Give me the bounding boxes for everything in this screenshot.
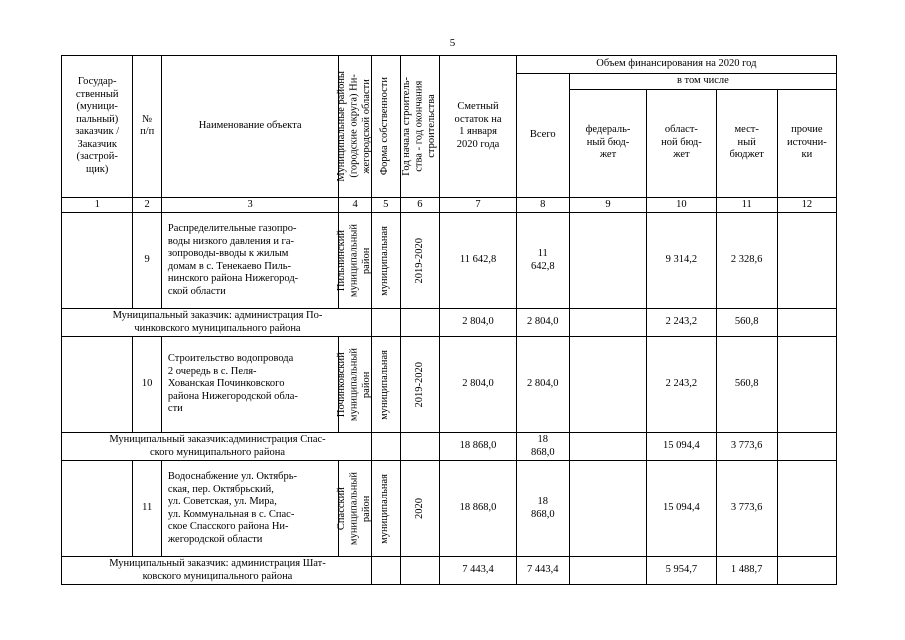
other-value xyxy=(777,461,836,557)
federal-value xyxy=(569,433,646,461)
col-number: 3 xyxy=(161,197,338,213)
header-ownership: Форма собственности xyxy=(371,56,400,198)
object-index: 9 xyxy=(133,213,162,309)
financing-table xyxy=(61,55,837,585)
object-district: Починковский муниципальный район xyxy=(339,337,372,433)
other-value xyxy=(777,433,836,461)
col-number: 8 xyxy=(516,197,569,213)
col-number: 12 xyxy=(777,197,836,213)
regional-value: 15 094,4 xyxy=(647,461,716,557)
object-years: 2019-2020 xyxy=(400,337,440,433)
header-years: Год начала строитель- ства - год окончания строительства xyxy=(400,56,440,198)
federal-value xyxy=(569,461,646,557)
total-value: 18 868,0 xyxy=(516,461,569,557)
object-row xyxy=(62,337,837,433)
customer-cell xyxy=(62,461,133,557)
local-value: 560,8 xyxy=(716,337,777,433)
total-value: 2 804,0 xyxy=(516,309,569,337)
header-local: мест- ный бюджет xyxy=(716,89,777,197)
estimate-value: 18 868,0 xyxy=(440,433,516,461)
object-ownership: муниципальная xyxy=(371,213,400,309)
column-number-row xyxy=(62,197,837,213)
regional-value: 9 314,2 xyxy=(647,213,716,309)
estimate-value: 2 804,0 xyxy=(440,309,516,337)
customer-row xyxy=(62,309,837,337)
col-number: 6 xyxy=(400,197,440,213)
other-value xyxy=(777,337,836,433)
object-ownership: муниципальная xyxy=(371,461,400,557)
object-years: 2020 xyxy=(400,461,440,557)
header-district: Муниципальные районы (городские округа) Ни- жегородской области xyxy=(339,56,372,198)
customer-label: Муниципальный заказчик: администрация По- чинковского муниципального района xyxy=(62,309,372,337)
col-number: 11 xyxy=(716,197,777,213)
federal-value xyxy=(569,337,646,433)
total-value: 11 642,8 xyxy=(516,213,569,309)
header-object-name: Наименование объекта xyxy=(161,56,338,198)
object-name: Строительство водопровода 2 очередь в с. Пеля- Хованская Починковского района Нижегородской обла- сти xyxy=(161,337,338,433)
customer-cell xyxy=(62,213,133,309)
regional-value: 15 094,4 xyxy=(647,433,716,461)
estimate-value: 11 642,8 xyxy=(440,213,516,309)
other-value xyxy=(777,309,836,337)
customer-years xyxy=(400,557,440,585)
object-row xyxy=(62,461,837,557)
regional-value: 2 243,2 xyxy=(647,309,716,337)
col-number: 1 xyxy=(62,197,133,213)
object-years: 2019-2020 xyxy=(400,213,440,309)
other-value xyxy=(777,213,836,309)
local-value: 560,8 xyxy=(716,309,777,337)
estimate-value: 2 804,0 xyxy=(440,337,516,433)
header-federal: федераль- ный бюд- жет xyxy=(569,89,646,197)
customer-years xyxy=(400,309,440,337)
col-number: 9 xyxy=(569,197,646,213)
customer-years xyxy=(400,433,440,461)
regional-value: 5 954,7 xyxy=(647,557,716,585)
customer-ownership xyxy=(371,433,400,461)
customer-row xyxy=(62,557,837,585)
object-district: Пильнинский муниципальный район xyxy=(339,213,372,309)
customer-label: Муниципальный заказчик:администрация Спас- ского муниципального района xyxy=(62,433,372,461)
federal-value xyxy=(569,213,646,309)
col-number: 2 xyxy=(133,197,162,213)
object-ownership: муниципальная xyxy=(371,337,400,433)
other-value xyxy=(777,557,836,585)
customer-label: Муниципальный заказчик: администрация Шат- ковского муниципального района xyxy=(62,557,372,585)
regional-value: 2 243,2 xyxy=(647,337,716,433)
local-value: 3 773,6 xyxy=(716,461,777,557)
header-total: Всего xyxy=(516,74,569,198)
header-index: № п/п xyxy=(133,56,162,198)
header-customer: Государ- ственный (муници- пальный) заказчик / Заказчик (застрой- щик) xyxy=(62,56,133,198)
federal-value xyxy=(569,557,646,585)
object-district: Спасский муниципальный район xyxy=(339,461,372,557)
header-estimate: Сметный остаток на 1 января 2020 года xyxy=(440,56,516,198)
col-number: 10 xyxy=(647,197,716,213)
estimate-value: 18 868,0 xyxy=(440,461,516,557)
total-value: 2 804,0 xyxy=(516,337,569,433)
col-number: 7 xyxy=(440,197,516,213)
customer-ownership xyxy=(371,309,400,337)
local-value: 1 488,7 xyxy=(716,557,777,585)
total-value: 18 868,0 xyxy=(516,433,569,461)
local-value: 2 328,6 xyxy=(716,213,777,309)
federal-value xyxy=(569,309,646,337)
customer-ownership xyxy=(371,557,400,585)
page-number: 5 xyxy=(449,37,456,49)
customer-row xyxy=(62,433,837,461)
header-regional: област- ной бюд- жет xyxy=(647,89,716,197)
col-number: 4 xyxy=(339,197,372,213)
customer-cell xyxy=(62,337,133,433)
object-index: 11 xyxy=(133,461,162,557)
object-name: Водоснабжение ул. Октябрь- ская, пер. Октябрьский, ул. Советская, ул. Мира, ул. Коммунальная в с. Спас- ское Спасского района Ни- жегородской области xyxy=(161,461,338,557)
header-including: в том числе xyxy=(569,74,836,90)
header-financing: Объем финансирования на 2020 год xyxy=(516,56,836,74)
object-name: Распределительные газопро- воды низкого давления и га- зопроводы-вводы к жилым домам в с. Тенекаево Пиль- нинского района Нижегород- ской области xyxy=(161,213,338,309)
estimate-value: 7 443,4 xyxy=(440,557,516,585)
header-other: прочие источни- ки xyxy=(777,89,836,197)
col-number: 5 xyxy=(371,197,400,213)
object-row xyxy=(62,213,837,309)
total-value: 7 443,4 xyxy=(516,557,569,585)
local-value: 3 773,6 xyxy=(716,433,777,461)
object-index: 10 xyxy=(133,337,162,433)
